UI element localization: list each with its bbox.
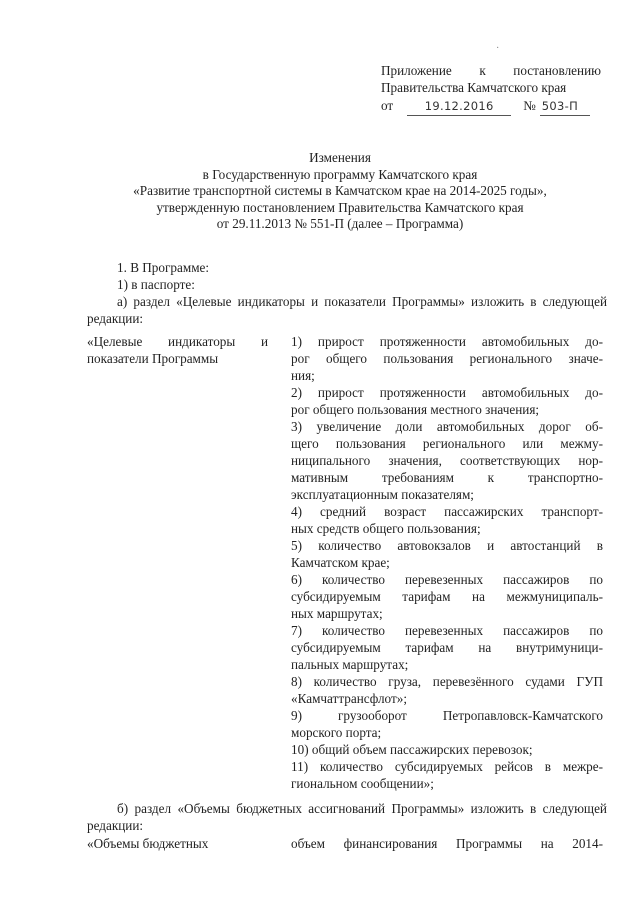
indicator-item [291, 622, 603, 673]
indicator-line: рог общего пользования регионального значе- [291, 351, 603, 366]
title-line: Изменения [309, 150, 371, 165]
indicator-line: 6) количество перевезенных пассажиров по [291, 572, 603, 587]
indicator-line: ных маршрутах; [291, 606, 383, 621]
indicator-line: рог общего пользования местного значения; [291, 402, 540, 417]
paragraph-1: 1. В Программе: [117, 260, 210, 275]
handwritten-number: 503-П [540, 98, 590, 116]
title-line: «Развитие транспортной системы в Камчатском крае на 2014-2025 годы», [133, 183, 547, 198]
appendix-word: к [479, 63, 486, 78]
handwritten-date: 19.12.2016 [407, 98, 511, 116]
appendix-line-1 [381, 62, 601, 79]
indicator-line: морского порта; [291, 725, 382, 740]
section-b-paragraph: б) раздел «Объемы бюджетных ассигнований Программы» изложить в следующей редакции: [87, 801, 607, 833]
indicator-item [291, 571, 603, 622]
indicator-item [291, 707, 603, 741]
indicator-line: 7) количество перевезенных пассажиров по [291, 623, 603, 638]
indicator-line: ния; [291, 368, 315, 383]
indicator-line: 5) количество автовокзалов и автостанций в [291, 538, 603, 553]
paragraph-3: а) раздел «Целевые индикаторы и показатели Программы» изложить в следующей редакции: [87, 294, 607, 326]
indicator-item [291, 741, 603, 758]
indicator-line: ных средств общего пользования; [291, 521, 481, 536]
indicator-line: 8) количество груза, перевезённого судами ГУП [291, 674, 603, 689]
indicator-line: 2) прирост протяженности автомобильных до- [291, 385, 603, 400]
indicators-list [291, 333, 603, 792]
appendix-word: постановлению [513, 63, 601, 78]
indicator-item [291, 333, 603, 384]
document-title [90, 150, 590, 233]
appendix-date-line [381, 97, 601, 116]
indicator-line: 3) увеличение доли автомобильных дорог об- [291, 419, 603, 434]
title-line: в Государственную программу Камчатского края [202, 166, 478, 182]
indicator-line: пальных маршрутах; [291, 657, 409, 672]
title-line: утвержденную постановлением Правительства Камчатского края [156, 199, 524, 215]
appendix-header [381, 62, 601, 116]
indicator-line: 10) общий объем пассажирских перевозок; [291, 742, 533, 757]
indicator-line: 11) количество субсидируемых рейсов в межре- [291, 759, 603, 774]
title-line: от 29.11.2013 № 551-П (далее – Программа) [216, 216, 464, 231]
indicators-label: «Целевые индикаторы и показатели Программы [87, 334, 268, 366]
indicator-line: 9) грузооборот Петропавловск-Камчатского [291, 708, 603, 723]
paragraph-2: 1) в паспорте: [117, 277, 195, 292]
indicator-line: гиональном сообщении»; [291, 776, 434, 791]
indicator-line: щего пользования регионального или межму- [291, 436, 603, 451]
indicator-line: 4) средний возраст пассажирских транспорт- [291, 504, 603, 519]
indicator-line: эксплуатационным показателям; [291, 487, 474, 502]
scan-speck: · [496, 43, 500, 54]
indicator-line: 1) прирост протяженности автомобильных до- [291, 334, 603, 349]
indicator-item [291, 418, 603, 503]
indicator-item [291, 758, 603, 792]
number-label: № [523, 98, 536, 113]
appendix-word: Приложение [381, 63, 452, 78]
indicator-line: Камчатском крае; [291, 555, 390, 570]
from-label: от [381, 98, 394, 113]
indicator-line: мативным требованиям к транспортно- [291, 470, 603, 485]
indicator-line: ниципального значения, соответствующих нор- [291, 453, 603, 468]
indicator-line: субсидируемым тарифам на внутримуници- [291, 640, 603, 655]
indicator-item [291, 673, 603, 707]
indicator-line: «Камчаттрансфлот»; [291, 691, 408, 706]
indicator-item [291, 384, 603, 418]
indicator-line: субсидируемым тарифам на межмуниципаль- [291, 589, 603, 604]
indicator-item [291, 503, 603, 537]
funding-label: «Объемы бюджетных [87, 836, 209, 851]
appendix-line-2: Правительства Камчатского края [381, 80, 567, 95]
funding-value: объем финансирования Программы на 2014- [291, 836, 603, 851]
indicator-item [291, 537, 603, 571]
